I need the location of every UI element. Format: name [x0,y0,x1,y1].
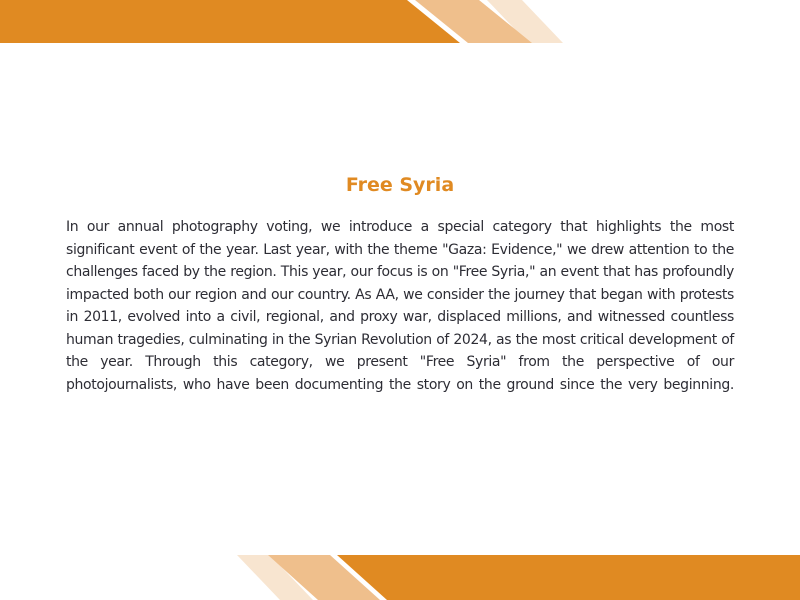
bottom-banner-main-band [337,555,800,600]
top-orange-banner [0,0,800,43]
page-title: Free Syria [345,174,455,196]
top-banner-main-band [0,0,460,43]
bottom-orange-banner [0,555,800,600]
main-content [66,168,734,396]
body-paragraph: In our annual photography voting, we introduce a special category that highlights the most significant event of the year. Last year, with the theme "Gaza: Evidence," we drew attention to the challenges faced by the region. This year, our focus is on "Free Syria," an event that has profoundly impacted both our region and our country. As AA, we consider the journey that began with protests in 2011, evolved into a civil, regional, and proxy war, displaced millions, and witnessed countless human tragedies, culminating in the Syrian Revolution of 2024, as the most critical development of the year. Through this category, we present "Free Syria" from the perspective of our photojournalists, who have been documenting the story on the ground since the very beginning. [66,219,734,393]
